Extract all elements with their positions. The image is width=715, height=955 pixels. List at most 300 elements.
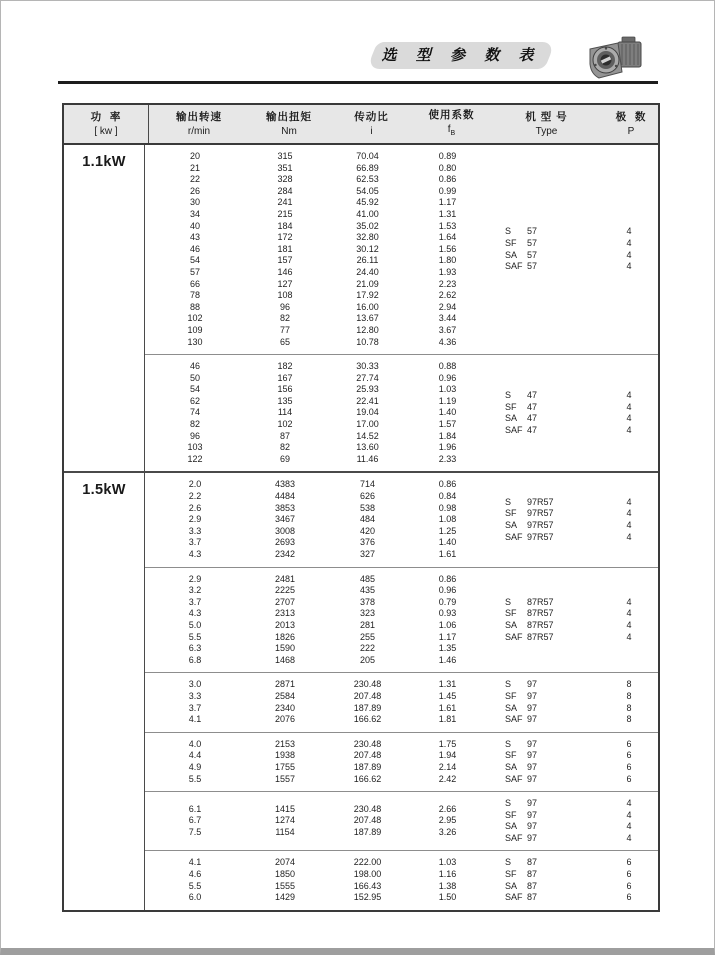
type-poles: 4 — [626, 424, 632, 435]
cell-output-speed: 4.4 — [188, 750, 202, 761]
block-rows — [145, 151, 485, 348]
type-number: 97 — [527, 832, 538, 843]
type-poles: 8 — [626, 714, 632, 725]
cell-service-factor: 1.25 — [438, 525, 457, 536]
type-prefix: SF — [505, 401, 517, 412]
cell-output-speed: 22 — [189, 174, 200, 185]
cell-service-factor: 1.61 — [438, 549, 457, 559]
cell-output-speed: 54 — [189, 384, 200, 395]
cell-service-factor: 0.89 — [438, 151, 457, 161]
table-row — [145, 608, 485, 620]
table-row — [145, 620, 485, 632]
type-number: 47 — [527, 390, 538, 401]
table-row — [145, 313, 485, 325]
table-row — [145, 221, 485, 233]
type-line — [485, 691, 658, 703]
type-poles: 4 — [626, 496, 632, 507]
cell-output-torque: 156 — [277, 384, 293, 395]
type-line — [485, 821, 658, 833]
group-blocks — [145, 473, 658, 909]
block-rows — [145, 857, 485, 903]
cell-ratio: 13.60 — [356, 442, 379, 453]
type-line — [485, 608, 658, 620]
table-row — [145, 892, 485, 904]
table-row — [145, 537, 485, 549]
cell-service-factor: 1.96 — [438, 442, 457, 453]
cell-ratio: 230.48 — [353, 738, 382, 749]
cell-output-speed: 6.8 — [188, 654, 202, 665]
type-prefix: S — [505, 226, 512, 237]
type-line — [485, 798, 658, 810]
type-line — [485, 762, 658, 774]
cell-output-torque: 2584 — [274, 690, 296, 701]
table-row — [145, 407, 485, 419]
type-prefix: S — [505, 679, 512, 690]
cell-ratio: 32.80 — [356, 232, 379, 243]
cell-output-torque: 127 — [277, 278, 293, 289]
cell-output-speed: 6.0 — [188, 892, 202, 903]
type-poles: 4 — [626, 390, 632, 401]
cell-ratio: 25.93 — [356, 384, 379, 395]
type-poles: 4 — [626, 249, 632, 260]
cell-ratio: 17.92 — [356, 290, 379, 301]
type-number: 87 — [527, 892, 538, 903]
cell-service-factor: 0.80 — [438, 162, 457, 173]
type-prefix: SAF — [505, 892, 523, 903]
type-line — [485, 750, 658, 762]
cell-output-speed: 62 — [189, 395, 200, 406]
selection-parameter-table — [62, 103, 660, 912]
table-row — [145, 514, 485, 526]
cell-output-torque: 1590 — [274, 643, 296, 654]
cell-service-factor: 1.40 — [438, 407, 457, 418]
cell-ratio: 54.05 — [356, 185, 379, 196]
cell-ratio: 13.67 — [356, 313, 379, 324]
cell-service-factor: 0.84 — [438, 491, 457, 502]
type-prefix: SAF — [505, 261, 523, 272]
cell-output-torque: 2313 — [274, 608, 296, 619]
type-number: 47 — [527, 401, 538, 412]
type-poles: 4 — [626, 531, 632, 542]
type-prefix: S — [505, 596, 512, 607]
cell-service-factor: 2.42 — [438, 773, 457, 784]
table-row — [145, 174, 485, 186]
type-prefix: S — [505, 738, 512, 749]
cell-output-torque: 82 — [279, 313, 290, 324]
cell-service-factor: 1.81 — [438, 714, 457, 725]
cell-ratio: 45.92 — [356, 197, 379, 208]
cell-output-torque: 146 — [277, 266, 293, 277]
cell-output-torque: 284 — [277, 185, 293, 196]
cell-service-factor: 1.80 — [438, 255, 457, 266]
block-types — [485, 497, 658, 543]
cell-output-speed: 3.3 — [188, 525, 202, 536]
cell-output-torque: 1429 — [274, 892, 296, 903]
type-poles: 6 — [626, 880, 632, 891]
type-line — [485, 402, 658, 414]
cell-output-speed: 109 — [187, 324, 203, 335]
cell-service-factor: 0.88 — [438, 361, 457, 372]
table-row — [145, 703, 485, 715]
cell-output-torque: 96 — [279, 301, 290, 312]
cell-ratio: 14.52 — [356, 430, 379, 441]
type-line — [485, 703, 658, 715]
type-poles: 4 — [626, 608, 632, 619]
table-row — [145, 267, 485, 279]
cell-ratio: 66.89 — [356, 162, 379, 173]
table-row — [145, 302, 485, 314]
cell-output-torque: 69 — [279, 453, 290, 464]
cell-output-torque: 2074 — [274, 857, 296, 868]
cell-output-speed: 2.9 — [188, 573, 202, 584]
table-row — [145, 325, 485, 337]
cell-service-factor: 1.56 — [438, 243, 457, 254]
cell-ratio: 626 — [359, 491, 376, 502]
cell-ratio: 485 — [359, 573, 376, 584]
cell-service-factor: 1.84 — [438, 430, 457, 441]
type-prefix: SF — [505, 608, 517, 619]
cell-output-torque: 215 — [277, 208, 293, 219]
header-ratio: 传动比 i — [354, 111, 389, 137]
cell-output-speed: 46 — [189, 361, 200, 372]
cell-output-speed: 54 — [189, 255, 200, 266]
table-row — [145, 691, 485, 703]
cell-output-speed: 2.9 — [188, 514, 202, 525]
page-title-banner — [372, 42, 550, 69]
cell-output-torque: 3467 — [274, 514, 296, 525]
type-line — [485, 226, 658, 238]
type-number: 87R57 — [527, 608, 554, 619]
cell-ratio: 166.62 — [353, 714, 382, 725]
header-output-speed: 输出转速 r/min — [176, 111, 222, 137]
cell-output-speed: 20 — [189, 151, 200, 161]
cell-output-torque: 241 — [277, 197, 293, 208]
cell-output-torque: 328 — [277, 174, 293, 185]
cell-service-factor: 0.93 — [438, 608, 457, 619]
cell-output-speed: 4.1 — [188, 857, 202, 868]
type-number: 57 — [527, 261, 538, 272]
type-poles: 6 — [626, 773, 632, 784]
cell-ratio: 62.53 — [356, 174, 379, 185]
cell-output-torque: 315 — [277, 151, 293, 161]
cell-service-factor: 1.17 — [438, 197, 457, 208]
cell-output-speed: 5.5 — [188, 773, 202, 784]
cell-ratio: 420 — [359, 525, 376, 536]
table-row — [145, 503, 485, 515]
cell-service-factor: 1.75 — [438, 738, 457, 749]
type-number: 87R57 — [527, 596, 554, 607]
table-row — [145, 419, 485, 431]
table-row — [145, 431, 485, 443]
cell-output-torque: 181 — [277, 243, 293, 254]
type-prefix: SF — [505, 508, 517, 519]
cell-output-torque: 2013 — [274, 619, 296, 630]
cell-ratio: 538 — [359, 502, 376, 513]
cell-output-torque: 1938 — [274, 750, 296, 761]
type-number: 87 — [527, 880, 538, 891]
cell-service-factor: 1.17 — [438, 631, 457, 642]
cell-service-factor: 0.86 — [438, 479, 457, 490]
cell-ratio: 11.46 — [356, 453, 379, 464]
table-row — [145, 337, 485, 349]
cell-output-speed: 4.6 — [188, 869, 202, 880]
cell-service-factor: 2.95 — [438, 815, 457, 826]
type-prefix: SAF — [505, 773, 523, 784]
header-poles: 极 数 P — [615, 111, 647, 137]
cell-output-torque: 351 — [277, 162, 293, 173]
type-line — [485, 261, 658, 273]
type-number: 97 — [527, 714, 538, 725]
cell-output-speed: 6.1 — [188, 803, 202, 814]
header-data-columns — [149, 105, 658, 143]
type-line — [485, 892, 658, 904]
table-row — [145, 244, 485, 256]
type-poles: 8 — [626, 690, 632, 701]
cell-service-factor: 1.06 — [438, 619, 457, 630]
table-row — [145, 585, 485, 597]
type-number: 97 — [527, 798, 538, 809]
cell-output-speed: 26 — [189, 185, 200, 196]
cell-ratio: 255 — [359, 631, 376, 642]
table-row — [145, 197, 485, 209]
type-poles: 4 — [626, 508, 632, 519]
table-header-row — [64, 105, 658, 145]
table-row — [145, 597, 485, 609]
type-poles: 4 — [626, 832, 632, 843]
cell-service-factor: 1.38 — [438, 880, 457, 891]
table-row — [145, 804, 485, 816]
type-prefix: S — [505, 496, 512, 507]
type-prefix: SF — [505, 237, 517, 248]
type-number: 97 — [527, 690, 538, 701]
type-line — [485, 857, 658, 869]
cell-ratio: 207.48 — [353, 750, 382, 761]
cell-output-torque: 114 — [277, 407, 293, 418]
type-line — [485, 833, 658, 845]
type-number: 87R57 — [527, 631, 554, 642]
type-poles: 6 — [626, 761, 632, 772]
type-prefix: SAF — [505, 714, 523, 725]
cell-service-factor: 0.96 — [438, 372, 457, 383]
type-line — [485, 250, 658, 262]
cell-ratio: 376 — [359, 537, 376, 548]
cell-output-torque: 2693 — [274, 537, 296, 548]
type-poles: 4 — [626, 520, 632, 531]
page-title: 选 型 参 数 表 — [381, 46, 541, 64]
type-poles: 6 — [626, 869, 632, 880]
type-line — [485, 238, 658, 250]
cell-output-torque: 2342 — [274, 549, 296, 559]
data-block — [145, 473, 658, 566]
cell-service-factor: 2.62 — [438, 290, 457, 301]
cell-output-speed: 21 — [189, 162, 200, 173]
table-row — [145, 815, 485, 827]
type-prefix: S — [505, 798, 512, 809]
cell-service-factor: 0.79 — [438, 596, 457, 607]
cell-service-factor: 3.67 — [438, 324, 457, 335]
type-prefix: SAF — [505, 631, 523, 642]
cell-output-torque: 65 — [279, 336, 290, 347]
cell-output-torque: 182 — [277, 361, 293, 372]
cell-ratio: 166.62 — [353, 773, 382, 784]
cell-output-speed: 5.0 — [188, 619, 202, 630]
cell-output-speed: 74 — [189, 407, 200, 418]
cell-output-torque: 167 — [277, 372, 293, 383]
cell-output-torque: 2871 — [274, 679, 296, 690]
cell-output-speed: 3.7 — [188, 596, 202, 607]
cell-output-torque: 2225 — [274, 585, 296, 596]
type-number: 57 — [527, 249, 538, 260]
table-row — [145, 774, 485, 786]
cell-service-factor: 3.26 — [438, 827, 457, 838]
type-number: 97 — [527, 738, 538, 749]
cell-service-factor: 2.94 — [438, 301, 457, 312]
cell-ratio: 222 — [359, 643, 376, 654]
type-poles: 8 — [626, 702, 632, 713]
cell-ratio: 327 — [359, 549, 376, 559]
cell-service-factor: 1.19 — [438, 395, 457, 406]
type-prefix: SAF — [505, 531, 523, 542]
type-line — [485, 520, 658, 532]
table-row — [145, 739, 485, 751]
table-row — [145, 232, 485, 244]
table-row — [145, 750, 485, 762]
cell-output-torque: 4383 — [274, 479, 296, 490]
type-line — [485, 390, 658, 402]
cell-service-factor: 0.96 — [438, 585, 457, 596]
block-rows — [145, 804, 485, 839]
type-poles: 8 — [626, 679, 632, 690]
cell-service-factor: 1.31 — [438, 208, 457, 219]
cell-output-torque: 2481 — [274, 573, 296, 584]
cell-output-speed: 103 — [187, 442, 203, 453]
cell-output-speed: 78 — [189, 290, 200, 301]
table-row — [145, 714, 485, 726]
table-row — [145, 279, 485, 291]
block-types — [485, 798, 658, 844]
cell-output-torque: 135 — [277, 395, 293, 406]
type-line — [485, 425, 658, 437]
group-power-label: 1.5kW — [64, 473, 145, 909]
table-row — [145, 857, 485, 869]
cell-output-speed: 2.2 — [188, 491, 202, 502]
cell-output-speed: 4.3 — [188, 608, 202, 619]
type-line — [485, 508, 658, 520]
type-number: 57 — [527, 226, 538, 237]
block-rows — [145, 679, 485, 725]
cell-output-torque: 1555 — [274, 880, 296, 891]
type-prefix: SA — [505, 761, 518, 772]
cell-output-torque: 184 — [277, 220, 293, 231]
table-row — [145, 881, 485, 893]
cell-ratio: 10.78 — [356, 336, 379, 347]
table-row — [145, 163, 485, 175]
cell-output-speed: 102 — [187, 313, 203, 324]
type-number: 87R57 — [527, 619, 554, 630]
type-poles: 4 — [626, 809, 632, 820]
cell-ratio: 41.00 — [356, 208, 379, 219]
type-prefix: SAF — [505, 832, 523, 843]
block-rows — [145, 361, 485, 465]
type-poles: 4 — [626, 237, 632, 248]
table-row — [145, 186, 485, 198]
table-row — [145, 209, 485, 221]
cell-ratio: 207.48 — [353, 815, 382, 826]
cell-service-factor: 1.45 — [438, 690, 457, 701]
type-number: 87 — [527, 857, 538, 868]
cell-output-speed: 7.5 — [188, 827, 202, 838]
cell-output-speed: 2.6 — [188, 502, 202, 513]
header-service-factor: 使用系数 $f_B$ — [428, 109, 475, 137]
gearmotor-photo-icon — [585, 34, 647, 82]
block-types — [485, 597, 658, 643]
type-number: 97 — [527, 702, 538, 713]
cell-ratio: 16.00 — [356, 301, 379, 312]
table-row — [145, 151, 485, 163]
cell-service-factor: 2.66 — [438, 803, 457, 814]
cell-output-speed: 3.7 — [188, 702, 202, 713]
table-body — [64, 145, 658, 910]
type-prefix: SF — [505, 809, 517, 820]
cell-output-torque: 3853 — [274, 502, 296, 513]
cell-service-factor: 1.03 — [438, 384, 457, 395]
table-row — [145, 396, 485, 408]
cell-ratio: 230.48 — [353, 803, 382, 814]
cell-service-factor: 1.94 — [438, 750, 457, 761]
type-line — [485, 597, 658, 609]
cell-ratio: 714 — [359, 479, 376, 490]
header-power-column — [64, 105, 149, 143]
power-group — [64, 145, 658, 471]
cell-output-speed: 4.3 — [188, 549, 202, 559]
type-line — [485, 881, 658, 893]
cell-output-speed: 88 — [189, 301, 200, 312]
cell-output-speed: 57 — [189, 266, 200, 277]
cell-ratio: 19.04 — [356, 407, 379, 418]
type-poles: 6 — [626, 738, 632, 749]
table-row — [145, 442, 485, 454]
type-prefix: SA — [505, 619, 518, 630]
type-prefix: S — [505, 857, 512, 868]
type-line — [485, 774, 658, 786]
type-poles: 4 — [626, 401, 632, 412]
cell-output-torque: 157 — [277, 255, 293, 266]
cell-ratio: 222.00 — [353, 857, 382, 868]
type-line — [485, 413, 658, 425]
cell-service-factor: 1.57 — [438, 419, 457, 430]
table-row — [145, 255, 485, 267]
cell-ratio: 30.12 — [356, 243, 379, 254]
block-types — [485, 679, 658, 725]
type-prefix: SA — [505, 821, 518, 832]
table-row — [145, 574, 485, 586]
type-line — [485, 620, 658, 632]
cell-output-speed: 34 — [189, 208, 200, 219]
cell-ratio: 435 — [359, 585, 376, 596]
cell-output-speed: 5.5 — [188, 880, 202, 891]
cell-output-speed: 43 — [189, 232, 200, 243]
header-power-label: 功 率 — [90, 111, 122, 123]
type-poles: 4 — [626, 413, 632, 424]
table-row — [145, 655, 485, 667]
type-line — [485, 632, 658, 644]
type-prefix: SA — [505, 520, 518, 531]
type-poles: 4 — [626, 619, 632, 630]
type-poles: 4 — [626, 821, 632, 832]
cell-ratio: 22.41 — [356, 395, 379, 406]
type-prefix: SAF — [505, 424, 523, 435]
type-prefix: SF — [505, 690, 517, 701]
